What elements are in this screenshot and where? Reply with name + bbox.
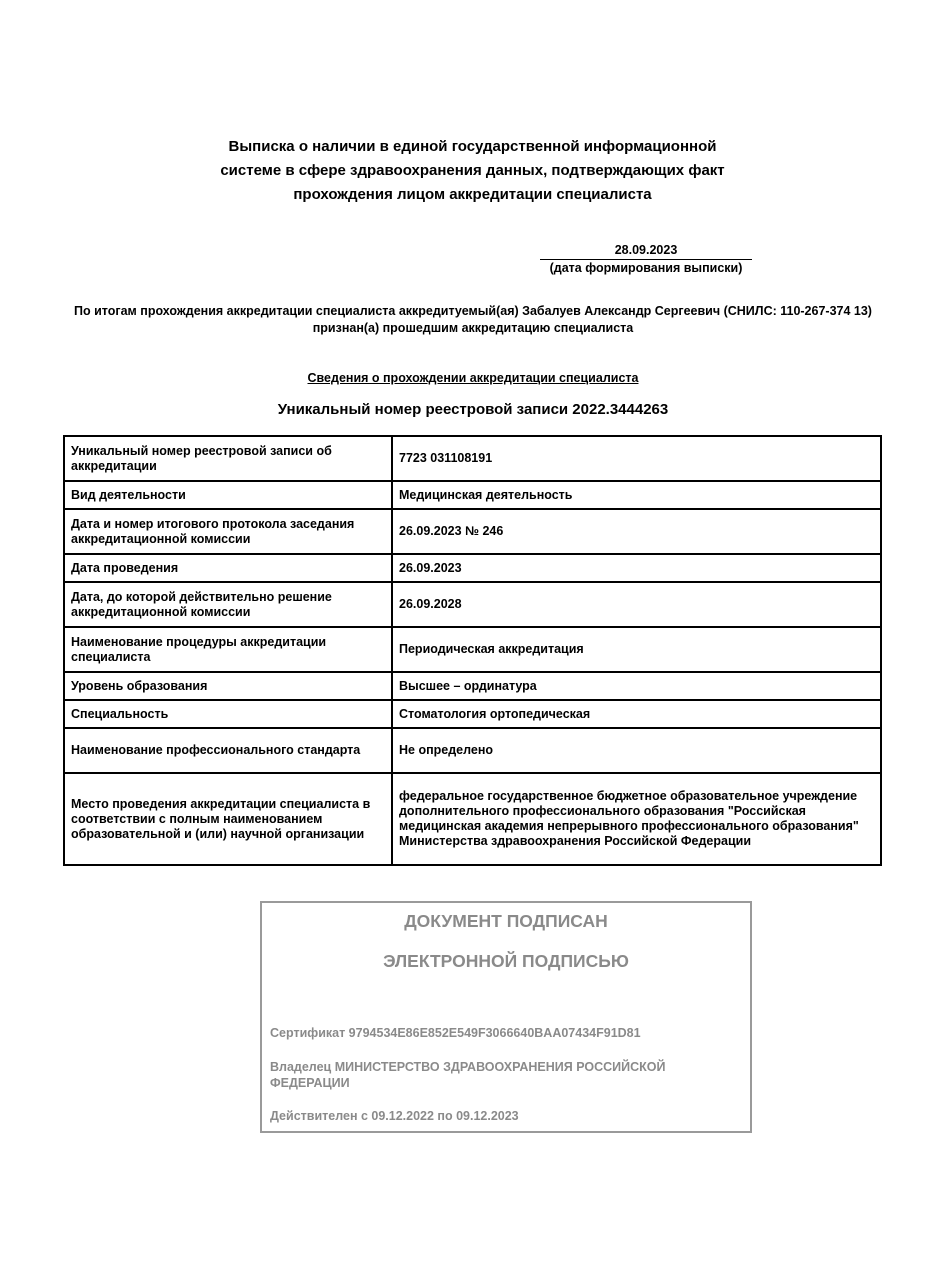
document-title-line: системе в сфере здравоохранения данных, подтверждающих факт bbox=[220, 162, 725, 179]
row-value: 26.09.2023 bbox=[392, 554, 881, 582]
table-row bbox=[64, 436, 881, 481]
stamp-title-line1: ДОКУМЕНТ ПОДПИСАН bbox=[404, 911, 608, 931]
row-label: Наименование процедуры аккредитации специалиста bbox=[64, 627, 392, 672]
row-value: федеральное государственное бюджетное образовательное учреждение дополнительного профессионального образования "Российская медицинская академия непрерывного профессионального образования" Министерства здравоохранения Российской Федерации bbox=[392, 773, 881, 865]
row-value: Периодическая аккредитация bbox=[392, 627, 881, 672]
table-row bbox=[64, 481, 881, 509]
accreditation-table bbox=[63, 435, 882, 866]
signature-stamp bbox=[260, 901, 752, 1133]
table-row bbox=[64, 700, 881, 728]
formation-date: 28.09.2023 bbox=[540, 243, 752, 260]
row-value: Медицинская деятельность bbox=[392, 481, 881, 509]
row-label: Уникальный номер реестровой записи об аккредитации bbox=[64, 436, 392, 481]
row-value: 26.09.2028 bbox=[392, 582, 881, 627]
document-title-line: Выписка о наличии в единой государственной информационной bbox=[228, 138, 717, 155]
row-label: Специальность bbox=[64, 700, 392, 728]
stamp-validity: Действителен с 09.12.2022 по 09.12.2023 bbox=[270, 1109, 519, 1123]
table-row bbox=[64, 554, 881, 582]
table-row bbox=[64, 582, 881, 627]
row-label: Место проведения аккредитации специалиста в соответствии с полным наименованием образовательной и (или) научной организации bbox=[64, 773, 392, 865]
intro-paragraph: По итогам прохождения аккредитации специалиста аккредитуемый(ая) Забалуев Александр Сергеевич (СНИЛС: 110-267-374 13) признан(а) прошедшим аккредитацию специалиста bbox=[74, 304, 872, 335]
row-value: Стоматология ортопедическая bbox=[392, 700, 881, 728]
table-row bbox=[64, 773, 881, 865]
table-row bbox=[64, 672, 881, 700]
row-label: Наименование профессионального стандарта bbox=[64, 728, 392, 773]
row-value: 26.09.2023 № 246 bbox=[392, 509, 881, 554]
row-label: Дата и номер итогового протокола заседания аккредитационной комиссии bbox=[64, 509, 392, 554]
formation-date-block bbox=[540, 243, 752, 277]
table-row bbox=[64, 627, 881, 672]
formation-date-caption: (дата формирования выписки) bbox=[549, 261, 743, 275]
document-title bbox=[150, 135, 795, 207]
section-heading: Сведения о прохождении аккредитации специалиста bbox=[307, 371, 639, 385]
row-value: Не определено bbox=[392, 728, 881, 773]
stamp-owner: Владелец МИНИСТЕРСТВО ЗДРАВООХРАНЕНИЯ РОССИЙСКОЙ ФЕДЕРАЦИИ bbox=[270, 1060, 666, 1090]
row-label: Дата проведения bbox=[64, 554, 392, 582]
stamp-certificate: Сертификат 9794534E86E852E549F3066640BAA07434F91D81 bbox=[270, 1026, 641, 1040]
row-label: Уровень образования bbox=[64, 672, 392, 700]
registry-number: Уникальный номер реестровой записи 2022.3444263 bbox=[277, 401, 669, 418]
table-row bbox=[64, 509, 881, 554]
table-row bbox=[64, 728, 881, 773]
row-label: Дата, до которой действительно решение аккредитационной комиссии bbox=[64, 582, 392, 627]
stamp-title-line2: ЭЛЕКТРОННОЙ ПОДПИСЬЮ bbox=[383, 951, 629, 971]
document-title-line: прохождения лицом аккредитации специалиста bbox=[293, 186, 652, 203]
row-label: Вид деятельности bbox=[64, 481, 392, 509]
row-value: Высшее – ординатура bbox=[392, 672, 881, 700]
row-value: 7723 031108191 bbox=[392, 436, 881, 481]
